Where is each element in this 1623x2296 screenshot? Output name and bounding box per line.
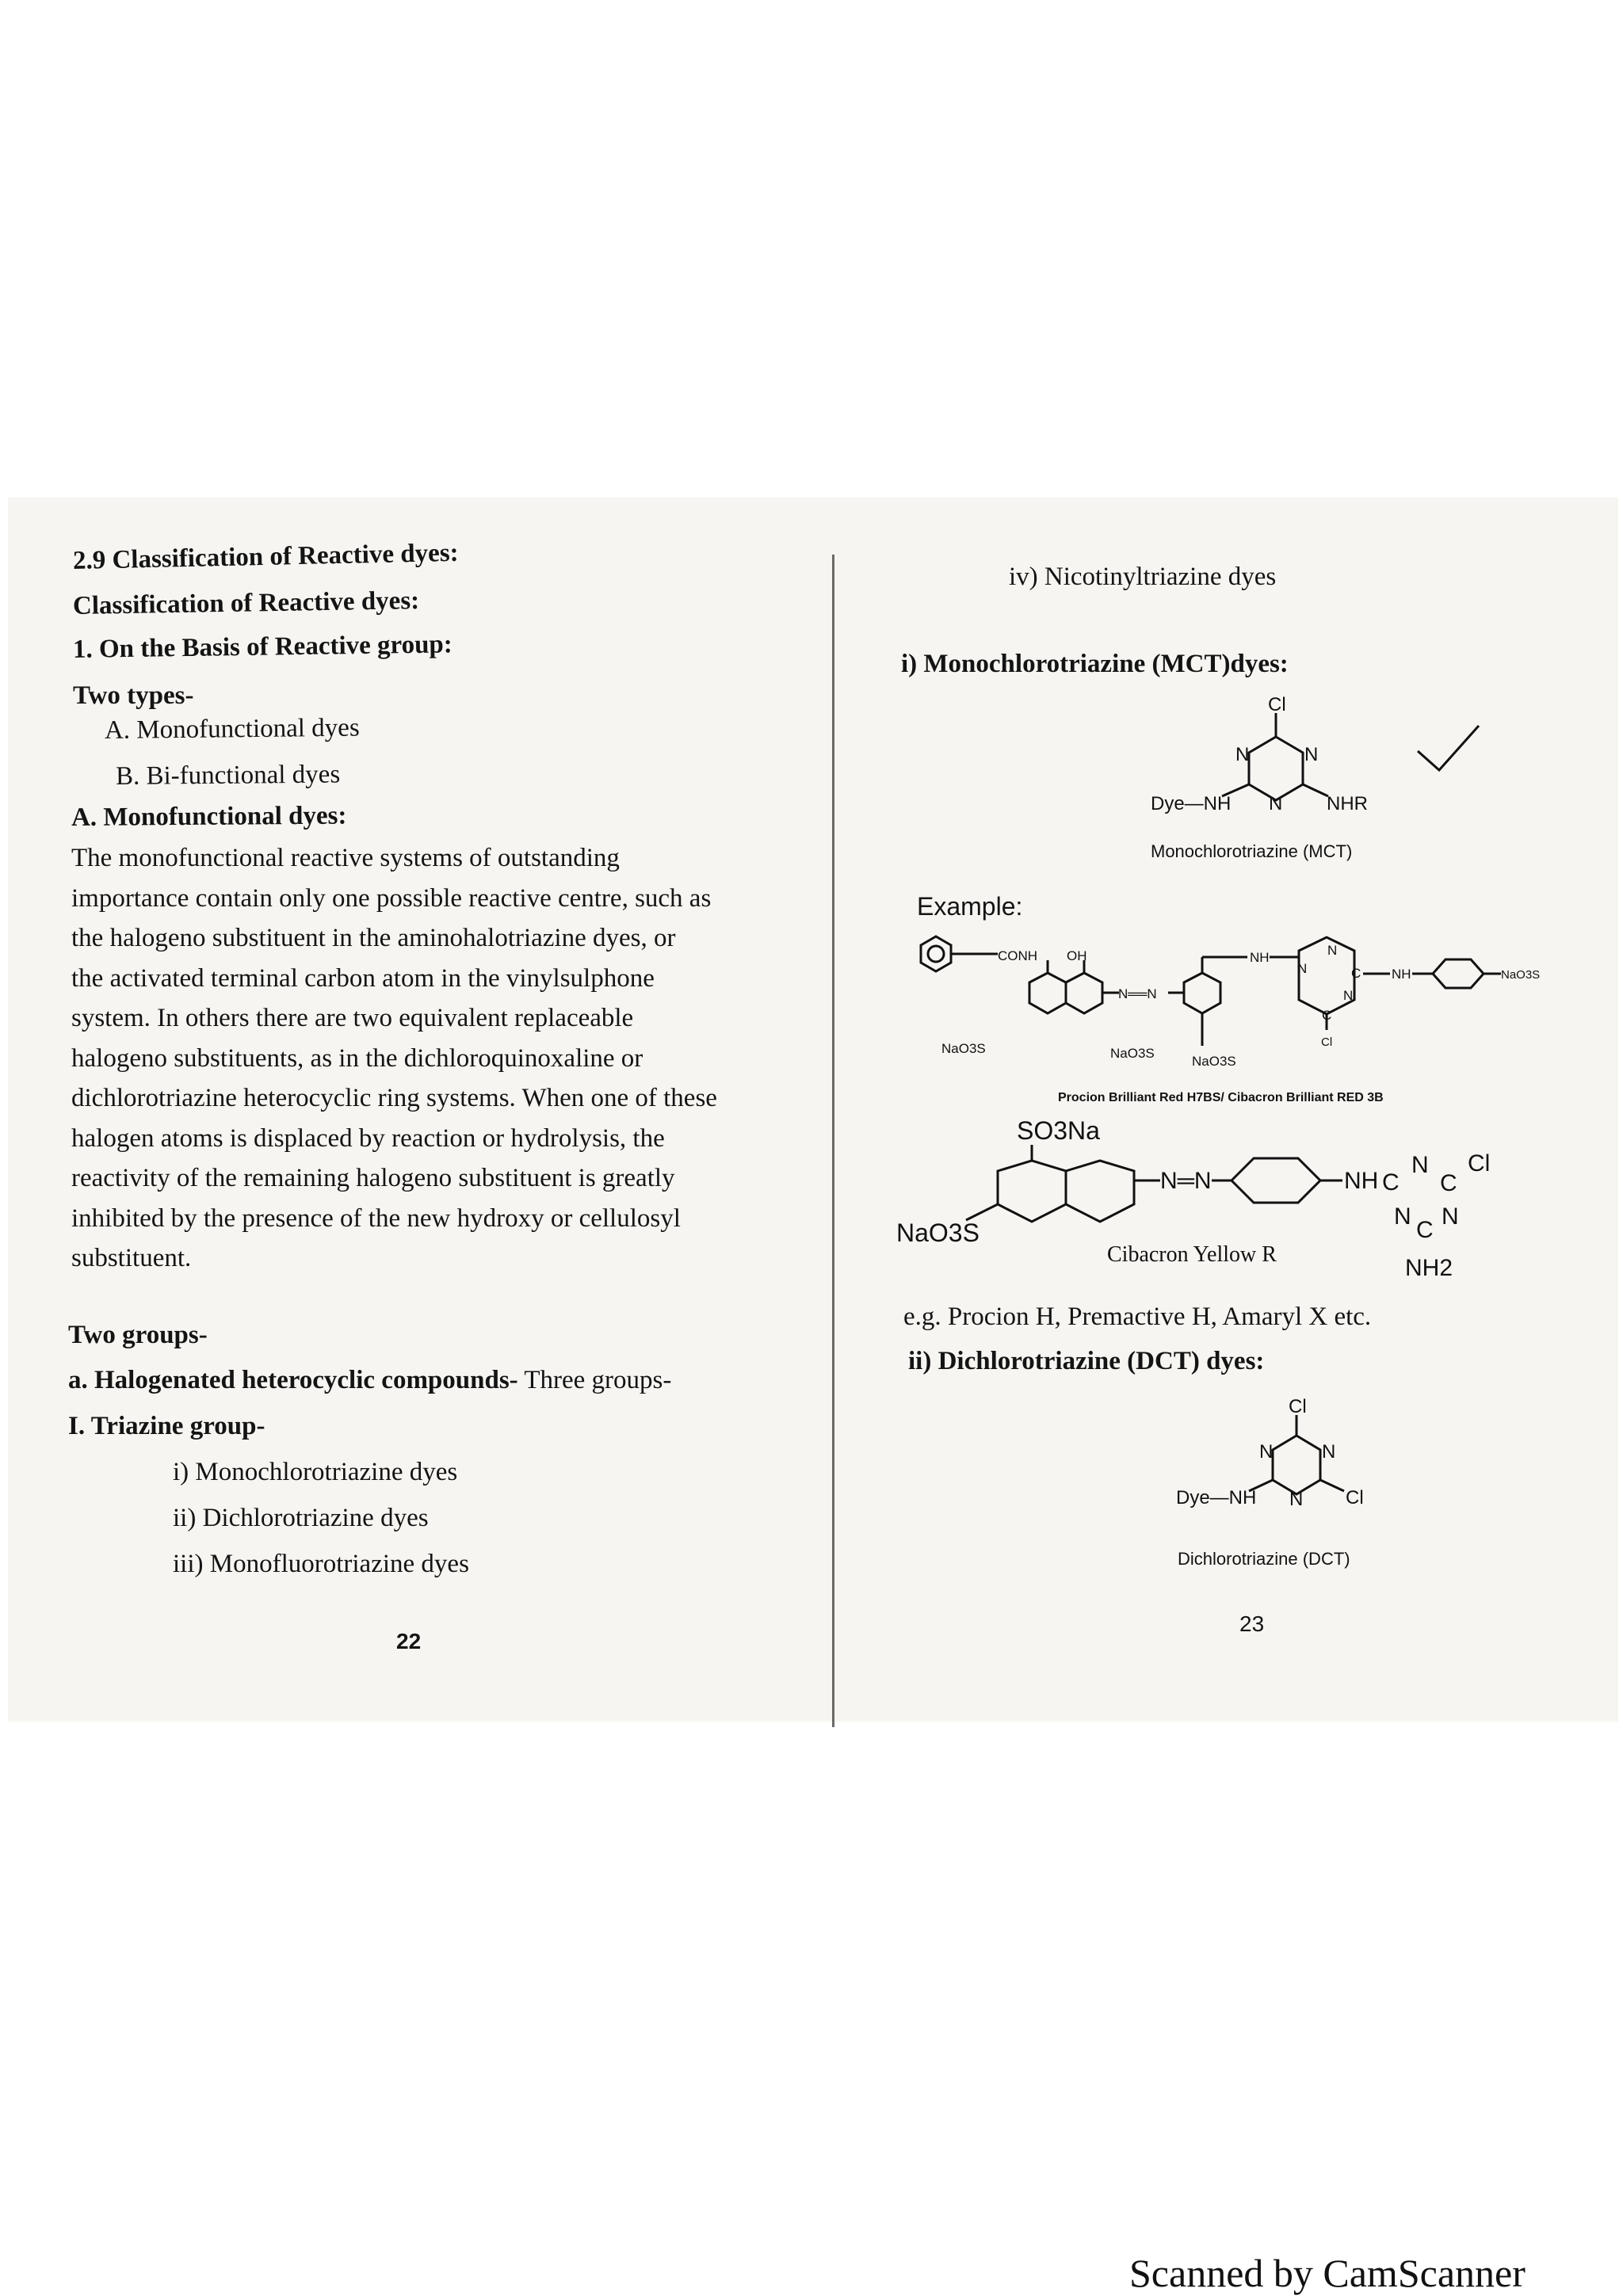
paragraph-line: substituent. xyxy=(71,1244,192,1272)
paragraph-line: halogen atoms is displaced by reaction or hydrolysis, the xyxy=(71,1123,665,1153)
subheading: Classification of Reactive dyes: xyxy=(72,586,420,620)
monofunctional-paragraph xyxy=(71,838,770,1279)
red-caption: Procion Brilliant Red H7BS/ Cibacron Brilliant RED 3B xyxy=(1058,1091,1384,1104)
nao3s-label: NaO3S xyxy=(941,1041,986,1056)
paragraph-line: halogeno substituents, as in the dichloroquinoxaline or xyxy=(71,1043,643,1073)
page-number-22: 22 xyxy=(396,1629,422,1653)
nh2-label: NH2 xyxy=(1405,1255,1453,1281)
mct-heading: i) Monochlorotriazine (MCT)dyes: xyxy=(901,650,1289,678)
nao3s-label: NaO3S xyxy=(1501,968,1541,982)
paragraph-line: dichlorotriazine heterocyclic ring systems. When one of these xyxy=(71,1084,717,1112)
paragraph-line: The monofunctional reactive systems of outstanding xyxy=(71,844,620,872)
triazine-item: i) Monochlorotriazine dyes xyxy=(173,1458,458,1486)
bond xyxy=(1320,1480,1344,1491)
dye-nh-label: Dye—NH xyxy=(1151,793,1232,814)
n-label: N xyxy=(1269,793,1283,814)
oh-label: OH xyxy=(1067,948,1087,963)
cl-label: Cl xyxy=(1268,694,1286,715)
nicotinyl-item: iv) Nicotinyltriazine dyes xyxy=(1009,563,1277,591)
paragraph-line: system. In others there are two equivalent replaceable xyxy=(71,1004,634,1032)
nao3s-label: NaO3S xyxy=(896,1219,980,1247)
n-label: N xyxy=(1394,1203,1411,1230)
type-b: B. Bi-functional dyes xyxy=(115,760,341,791)
n-label: N xyxy=(1235,744,1250,765)
n-label: N xyxy=(1327,943,1338,958)
paragraph-line: the activated terminal carbon atom in the vinylsulphone xyxy=(71,963,655,993)
paragraph-line: inhibited by the presence of the new hydroxy or cellulosyl xyxy=(71,1203,681,1233)
group-a-line xyxy=(68,1364,671,1396)
type-a: A. Monofunctional dyes xyxy=(104,713,360,745)
example-label: Example: xyxy=(917,892,1023,921)
n-label: N xyxy=(1322,1441,1336,1463)
nao3s-label: NaO3S xyxy=(1192,1054,1236,1069)
dct-caption: Dichlorotriazine (DCT) xyxy=(1178,1549,1350,1569)
azo-label: N══N xyxy=(1118,986,1157,1001)
triazine-heading: I. Triazine group- xyxy=(68,1412,265,1440)
so3na-label: SO3Na xyxy=(1017,1116,1100,1145)
triazine-item: iii) Monofluorotriazine dyes xyxy=(173,1550,469,1578)
c-label: C xyxy=(1351,966,1361,981)
n-label: N xyxy=(1411,1152,1429,1178)
right-page xyxy=(835,0,1623,2296)
n-label: N xyxy=(1304,744,1319,765)
n-label: N xyxy=(1343,988,1354,1003)
nh-label: NH xyxy=(1392,967,1411,982)
examples-line: e.g. Procion H, Premactive H, Amaryl X etc. xyxy=(903,1302,1372,1331)
nao3s-label: NaO3S xyxy=(1110,1046,1155,1061)
triazine-ring xyxy=(1273,1436,1320,1494)
camscanner-watermark: Scanned by CamScanner xyxy=(1129,2251,1526,2295)
nh-label: NH xyxy=(1344,1168,1379,1194)
basis-heading: 1. On the Basis of Reactive group: xyxy=(72,630,453,664)
mono-heading: A. Monofunctional dyes: xyxy=(71,801,347,832)
c-label: C xyxy=(1440,1170,1457,1196)
n-label: N xyxy=(1289,1489,1304,1510)
nhr-label: NHR xyxy=(1327,793,1368,814)
two-types-label: Two types- xyxy=(73,681,194,710)
group-a-bold: a. Halogenated heterocyclic compounds- xyxy=(68,1366,518,1394)
c-label: C xyxy=(1416,1217,1434,1243)
nh-label: NH xyxy=(1250,950,1270,965)
cl-label: Cl xyxy=(1321,1035,1333,1049)
n-label: N xyxy=(1442,1203,1459,1230)
triazine-item: ii) Dichlorotriazine dyes xyxy=(173,1504,429,1532)
n-label: N xyxy=(1297,961,1308,976)
paragraph-line: reactivity of the remaining halogeno substituent is greatly xyxy=(71,1164,675,1192)
page-number-23: 23 xyxy=(1239,1611,1265,1636)
paragraph-line: the halogeno substituent in the aminohalotriazine dyes, or xyxy=(71,924,676,952)
group-a-rest: Three groups- xyxy=(517,1366,672,1394)
conh-label: CONH xyxy=(998,948,1038,963)
paragraph-line: importance contain only one possible reactive centre, such as xyxy=(71,883,712,913)
n-label: N xyxy=(1259,1441,1274,1463)
dye-nh-label: Dye—NH xyxy=(1176,1487,1257,1508)
book-gutter xyxy=(832,555,834,1727)
cl-label: Cl xyxy=(1468,1150,1491,1177)
mct-caption: Monochlorotriazine (MCT) xyxy=(1151,841,1353,861)
c-label: C xyxy=(1382,1169,1400,1196)
azo-label: N═N xyxy=(1160,1168,1212,1194)
section-heading: 2.9 Classification of Reactive dyes: xyxy=(72,538,459,575)
yellow-caption: Cibacron Yellow R xyxy=(1107,1242,1277,1267)
dct-structure xyxy=(835,0,1623,2296)
c-label: C xyxy=(1322,1008,1332,1023)
dct-heading: ii) Dichlorotriazine (DCT) dyes: xyxy=(908,1347,1265,1375)
cl-label: Cl xyxy=(1346,1487,1364,1508)
cl-label: Cl xyxy=(1289,1396,1307,1417)
two-groups-label: Two groups- xyxy=(68,1321,208,1349)
